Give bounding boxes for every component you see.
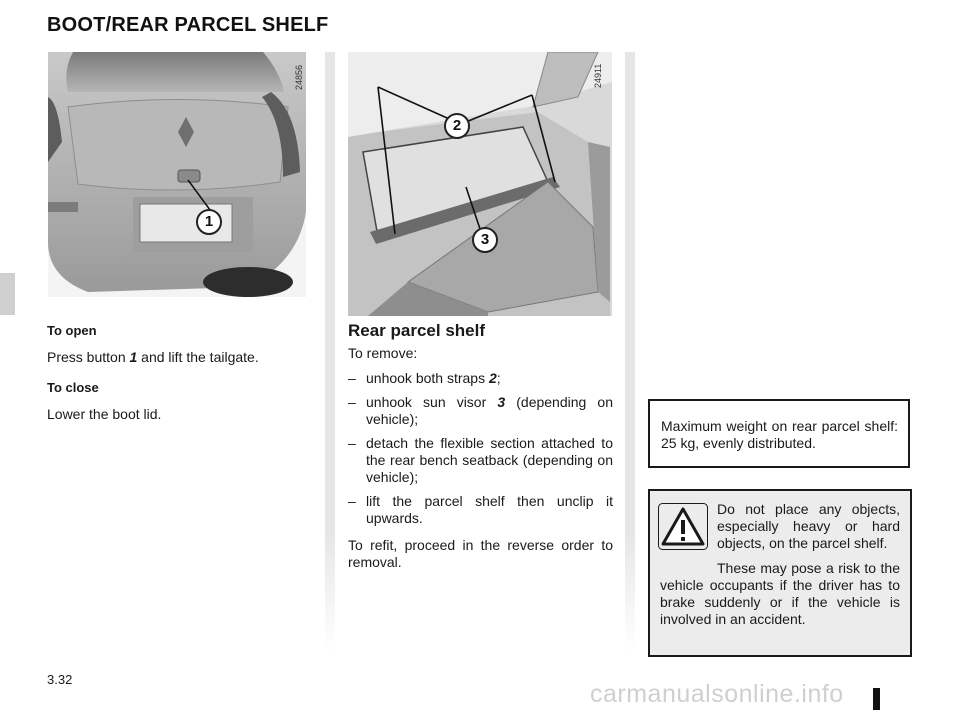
callout-1: 1 [196,209,222,235]
ref-number: 3 [497,394,506,410]
column-divider [625,52,635,652]
page-title: BOOT/REAR PARCEL SHELF [47,14,329,36]
parcel-shelf-illustration [348,52,612,316]
list-item: – unhook sun visor 3 (depending on vehicle); [348,394,613,427]
removal-steps [348,370,613,527]
tailgate-illustration [48,52,306,297]
figure-code: 24856 [294,64,304,90]
step-text: lift the parcel shelf then unclip it upwards. [366,493,613,526]
open-text: and lift the tailgate. [137,349,259,365]
chapter-tab [0,273,15,315]
step-text: detach the flexible section attached to the rear bench seatback (depending on vehicle); [366,435,613,485]
warning-triangle-icon [658,503,708,550]
list-item: – unhook both straps 2; [348,370,501,386]
callout-2: 2 [444,113,470,139]
open-text: Press button [47,349,130,365]
middle-column [348,322,613,571]
removal-intro: To remove: [348,345,418,361]
step-text: unhook both straps [366,370,489,386]
figure-parcel-shelf [348,52,612,316]
column-divider [325,52,335,652]
step-text: ; [496,370,501,386]
close-instruction: Lower the boot lid. [47,406,162,422]
figure-tailgate [48,52,306,297]
ref-number: 2 [488,370,497,386]
callout-3: 3 [472,227,498,253]
close-heading: To close [47,380,99,395]
list-item: – detach the flexible section attached to the rear bench seatback (depending on vehicle); [348,435,613,485]
warning-text: Do not place any objects, especially heavy or hard objects, on the parcel shelf. [717,501,900,551]
list-item: – lift the parcel shelf then unclip it upwards. [348,493,613,526]
crop-mark [873,688,880,710]
left-column [47,322,307,423]
step-text: (depending on vehicle); [366,394,613,427]
info-text: Maximum weight on rear parcel shelf: 25 kg, evenly distributed. [661,418,898,451]
refit-instruction: To refit, proceed in the reverse order to removal. [348,537,613,570]
watermark: carmanualsonline.info [590,680,844,708]
open-instruction [47,349,307,366]
step-text: unhook sun visor [366,394,498,410]
ref-number: 1 [129,349,138,365]
page-number: 3.32 [47,672,73,687]
warning-box [648,489,912,657]
section-title: Rear parcel shelf [348,321,486,340]
open-heading: To open [47,323,97,338]
figure-code: 24911 [593,63,603,88]
warning-text: These may pose a risk to the vehicle occupants if the driver has to brake suddenly or if the vehicle is involved in an accident. [660,560,900,627]
info-box [648,399,910,468]
